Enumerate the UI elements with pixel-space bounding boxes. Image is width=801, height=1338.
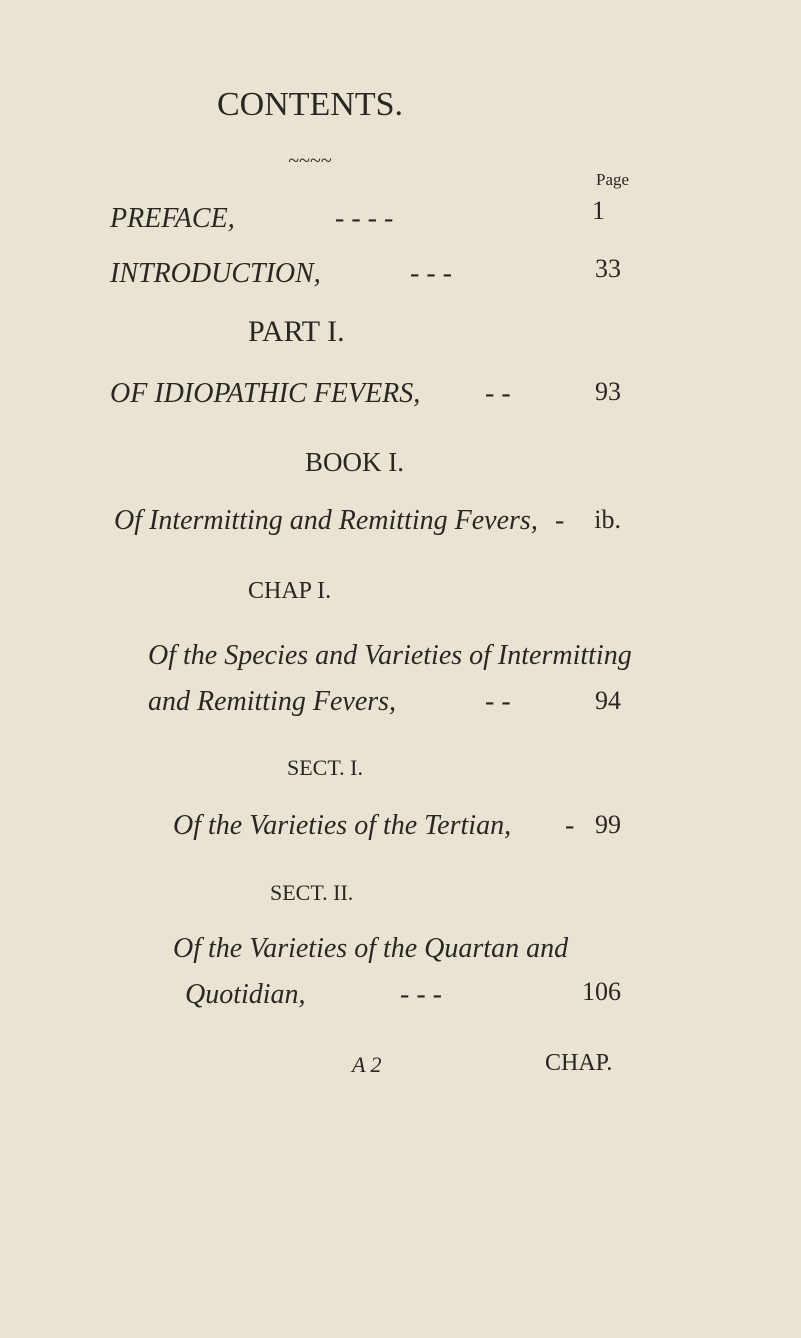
page-number: 99 [595, 810, 621, 839]
entry-quartan-cont: Quotidian, [185, 979, 306, 1010]
leader: - - - [410, 258, 452, 289]
entry-intermitting: Of Intermitting and Remitting Fevers, [114, 505, 538, 536]
leader: - - [485, 686, 511, 717]
leader: - - - - [335, 203, 394, 234]
entry-preface: PREFACE, [110, 203, 235, 234]
page-number: 33 [595, 254, 621, 283]
signature-mark: A 2 [352, 1052, 382, 1077]
heading-part-i: PART I. [248, 315, 345, 348]
heading-chap-i: CHAP I. [248, 578, 332, 604]
heading-sect-ii: SECT. II. [270, 880, 354, 905]
leader: - - - [400, 979, 442, 1010]
entry-idiopathic: OF IDIOPATHIC FEVERS, [110, 378, 421, 409]
entry-species: Of the Species and Varieties of Intermitting [148, 640, 632, 671]
page-column-label: Page [596, 170, 630, 189]
entry-quartan: Of the Varieties of the Quartan and [173, 933, 569, 964]
heading-book-i: BOOK I. [305, 447, 404, 477]
leader: - [565, 810, 575, 841]
entry-tertian: Of the Varieties of the Tertian, [173, 810, 512, 841]
ornament: ~~~~ [288, 150, 332, 172]
page-number: 106 [582, 977, 621, 1006]
page-number: 94 [595, 686, 621, 715]
leader: - - [485, 378, 511, 409]
leader: - [555, 505, 565, 536]
page-number: 93 [595, 377, 621, 406]
page-number: 1 [592, 196, 605, 225]
entry-species-cont: and Remitting Fevers, [148, 686, 397, 717]
catchword: CHAP. [545, 1050, 613, 1076]
page-number: ib. [594, 505, 621, 534]
entry-introduction: INTRODUCTION, [110, 258, 321, 289]
heading-sect-i: SECT. I. [287, 755, 363, 780]
page-title: CONTENTS. [216, 86, 404, 123]
